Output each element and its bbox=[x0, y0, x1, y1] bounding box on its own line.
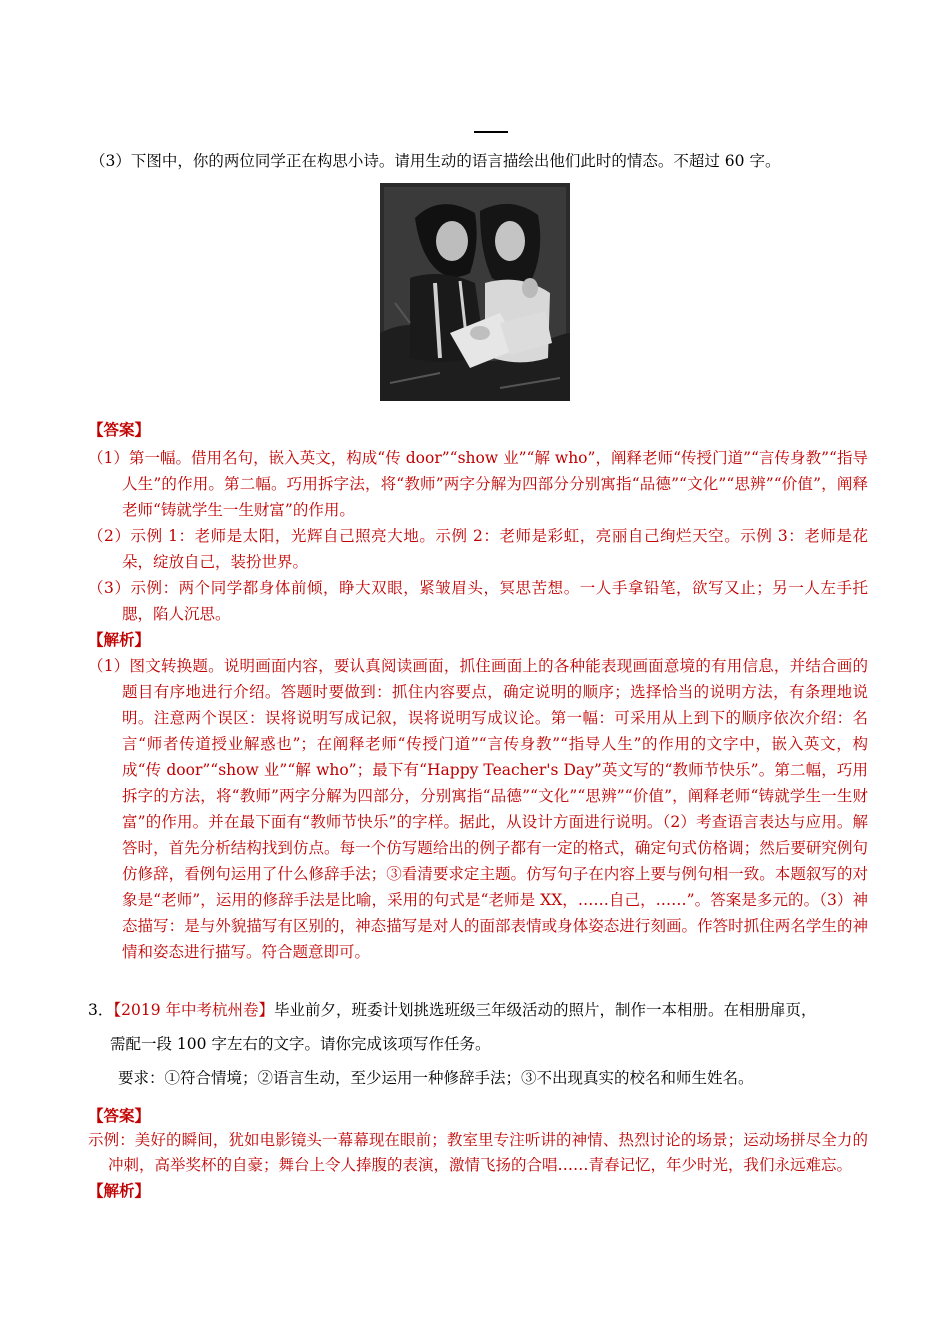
question-source: 【2019 年中考杭州卷】 bbox=[113, 1001, 274, 1019]
photo-graphic bbox=[380, 183, 570, 401]
answer-header-2: 【答案】 bbox=[88, 1106, 151, 1125]
question-3-requirements: 要求：①符合情境；②语言生动，至少运用一种修辞手法；③不出现真实的校名和师生姓名。 bbox=[118, 1069, 754, 1087]
header-rule bbox=[474, 131, 508, 133]
question-number: 3． bbox=[88, 1001, 114, 1019]
question-3-block bbox=[88, 998, 868, 1090]
answer-section-2 bbox=[88, 1104, 868, 1204]
answer-2-text: 示例：美好的瞬间，犹如电影镜头一幕幕现在眼前；教室里专注听讲的神情、热烈讨论的场景；运动场拼尽全力的冲刺，高举奖杯的自豪；舞台上令人捧腹的表演，激情飞扬的合唱……青春记忆，年少时光，我们永远难忘。 bbox=[88, 1131, 868, 1174]
question-3-line-2: 需配一段 100 字左右的文字。请你完成该项写作任务。 bbox=[110, 1035, 491, 1053]
answer-item-2: （2）示例 1：老师是太阳，光辉自己照亮大地。示例 2：老师是彩虹，亮丽自己绚烂天空。示例 3：老师是花朵，绽放自己，装扮世界。 bbox=[88, 527, 868, 571]
answer-item-3: （3）示例：两个同学都身体前倾，睁大双眼，紧皱眉头，冥思苦想。一人手拿铅笔，欲写又止；另一人左手托腮，陷人沉思。 bbox=[88, 579, 868, 623]
answer-header: 【答案】 bbox=[88, 420, 151, 439]
analysis-text: （1）图文转换题。说明画面内容，要认真阅读画面，抓住画面上的各种能表现画面意境的有用信息，并结合画的题目有序地进行介绍。答题时要做到：抓住内容要点，确定说明的顺序；选择恰当的说明方法，有条理地说明。注意两个误区：误将说明写成记叙，误将说明写成议论。第一幅：可采用从上到下的顺序依次介绍：名言“师者传道授业解惑也”；在阐释老师“传授门道”“言传身教”“指导人生”的作用的文字中，嵌入英文，构成“传 door”“show 业”“解 who”；最下有“Happy Teacher's Day”英文写的“教师节快乐”。第二幅，巧用拆字的方法，将“教师”两字分解为四部分，分别寓指“品德”“文化”“思辨”“价值”，阐释老师“铸就学生一生财富”的作用。并在最下面有“教师节快乐”的字样。据此，从设计方面进行说明。（2）考查语言表达与应用。解答时，首先分析结构找到仿点。每一个仿写题给出的例子都有一定的格式，确定句式仿格调；然后要研究例句仿修辞，看例句运用了什么修辞手法；③看清要求定主题。仿写句子在内容上要与例句相一致。本题叙写的对象是“老师”，运用的修辞手法是比喻，采用的句式是“老师是 XX，……自己，……”。答案是多元的。（3）神态描写：是与外貌描写有区别的，神态描写是对人的面部表情或身体姿态进行刻画。作答时抓住两名学生的神情和姿态进行描写。符合题意即可。 bbox=[88, 657, 868, 961]
question-text-line-1: 毕业前夕，班委计划挑选班级三年级活动的照片，制作一本相册。在相册扉页， bbox=[274, 1001, 817, 1019]
question-3-line-1 bbox=[88, 998, 868, 1022]
analysis-header: 【解析】 bbox=[88, 630, 151, 649]
analysis-header-2: 【解析】 bbox=[88, 1181, 151, 1200]
question-3-prompt: （3）下图中，你的两位同学正在构思小诗。请用生动的语言描绘出他们此时的情态。不超过 60 字。 bbox=[90, 152, 781, 170]
answer-item-1: （1）第一幅。借用名句，嵌入英文，构成“传 door”“show 业”“解 who”，阐释老师“传授门道”“言传身教”“指导人生”的作用。第二幅。巧用拆字法，将“教师”两字分解为四部分分别寓指“品德”“文化”“思辨”“价值”，阐释老师“铸就学生一生财富”的作用。 bbox=[88, 449, 868, 519]
two-students-writing-illustration bbox=[380, 183, 570, 401]
answer-section-1 bbox=[88, 419, 868, 965]
